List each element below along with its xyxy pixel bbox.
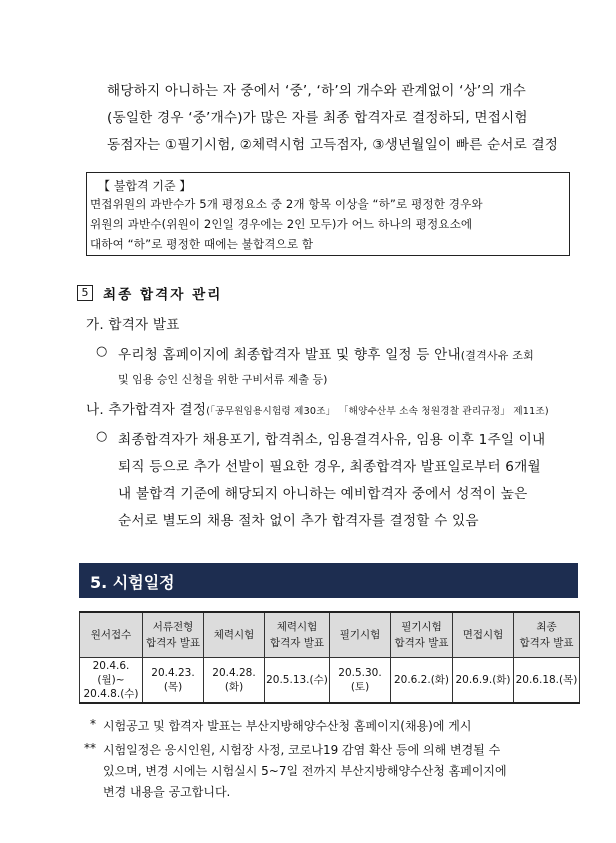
fail-criteria-line-1: 면접위원의 과반수가 5개 평정요소 중 2개 항목 이상을 “하”로 평정한 경우와 [90,197,483,211]
fail-criteria-title: 【 불합격 기준 】 [98,179,192,193]
header-cell: 면접시험 [453,612,514,658]
intro-line-1: 해당하지 아니하는 자 중에서 ‘중’, ‘하’의 개수와 관계없이 ‘상’의 개수 [107,83,526,99]
ga-line-1-note: (결격사유 조회 [460,349,534,362]
date-cell: 20.4.6.(월)~ 20.4.8.(수) [80,658,143,704]
na-reference: (「공무원임용시험령 제30조」 「해양수산부 소속 청원경찰 관리규정」 제11조) [206,406,549,417]
note-2-line-2: 있으며, 변경 시에는 시험실시 5~7일 전까지 부산지방해양수산청 홈페이지에 [103,764,507,778]
note-2-line-1: 시험일정은 응시인원, 시험장 사정, 코로나19 감염 확산 등에 의해 변경될 수 [103,743,501,757]
section-title: 최종 합격자 관리 [103,287,223,303]
date-cell: 20.6.18.(목) [514,658,580,704]
na-line-1: 최종합격자가 채용포기, 합격취소, 임용결격사유, 임용 이후 1주일 이내 [118,432,546,448]
fail-criteria-line-3: 대하여 “하”로 평정한 때에는 불합격으로 함 [90,237,314,251]
intro-line-3: 동점자는 ①필기시험, ②체력시험 고득점자, ③생년월일이 빠른 순서로 결정 [107,137,559,153]
note-1-mark: * [90,717,96,731]
subsection-ga-title: 가. 합격자 발표 [86,317,180,333]
subsection-na-title [86,398,549,418]
header-cell: 서류전형 합격자 발표 [143,612,204,658]
header-cell: 체력시험 합격자 발표 [265,612,330,658]
note-2-mark: ** [84,741,96,755]
header-cell: 체력시험 [204,612,265,658]
date-cell: 20.4.23.(목) [143,658,204,704]
note-2-line-3: 변경 내용을 공고합니다. [103,785,231,799]
header-cell: 원서접수 [80,612,143,658]
na-line-2: 퇴직 등으로 추가 선발이 필요한 경우, 최종합격자 발표일로부터 6개월 [118,459,541,475]
na-line-3: 내 불합격 기준에 해당되지 아니하는 예비합격자 중에서 성적이 높은 [118,486,528,502]
schedule-date-row [80,658,580,704]
ga-line-2: 및 임용 승인 신청을 위한 구비서류 제출 등) [118,373,328,386]
date-cell: 20.6.9.(화) [453,658,514,704]
na-title: 나. 추가합격자 결정 [86,402,207,418]
intro-line-2: (동일한 경우 ‘중’개수)가 많은 자를 최종 합격자로 결정하되, 면접시험 [107,110,528,126]
na-line-4: 순서로 별도의 채용 절차 없이 추가 합격자를 결정할 수 있음 [118,513,479,529]
schedule-table [79,611,580,704]
date-cell: 20.5.30.(토) [330,658,391,704]
header-cell: 최종 합격자 발표 [514,612,580,658]
bullet-circle: ○ [96,429,108,444]
header-cell: 필기시험 합격자 발표 [391,612,453,658]
header-cell: 필기시험 [330,612,391,658]
date-cell: 20.6.2.(화) [391,658,453,704]
ga-line-1 [118,343,534,363]
ga-line-1-main: 우리청 홈페이지에 최종합격자 발표 및 향후 일정 등 안내 [118,347,461,363]
schedule-header-row [80,612,580,658]
date-cell: 20.4.28.(화) [204,658,265,704]
section-banner-title: 5. 시험일정 [90,573,175,592]
date-cell: 20.5.13.(수) [265,658,330,704]
section-number-box: 5 [77,285,93,301]
fail-criteria-line-2: 위원의 과반수(위원이 2인일 경우에는 2인 모두)가 어느 하나의 평정요소에 [90,217,473,231]
note-1: 시험공고 및 합격자 발표는 부산지방해양수산청 홈페이지(채용)에 게시 [103,719,472,733]
bullet-circle: ○ [96,344,108,359]
